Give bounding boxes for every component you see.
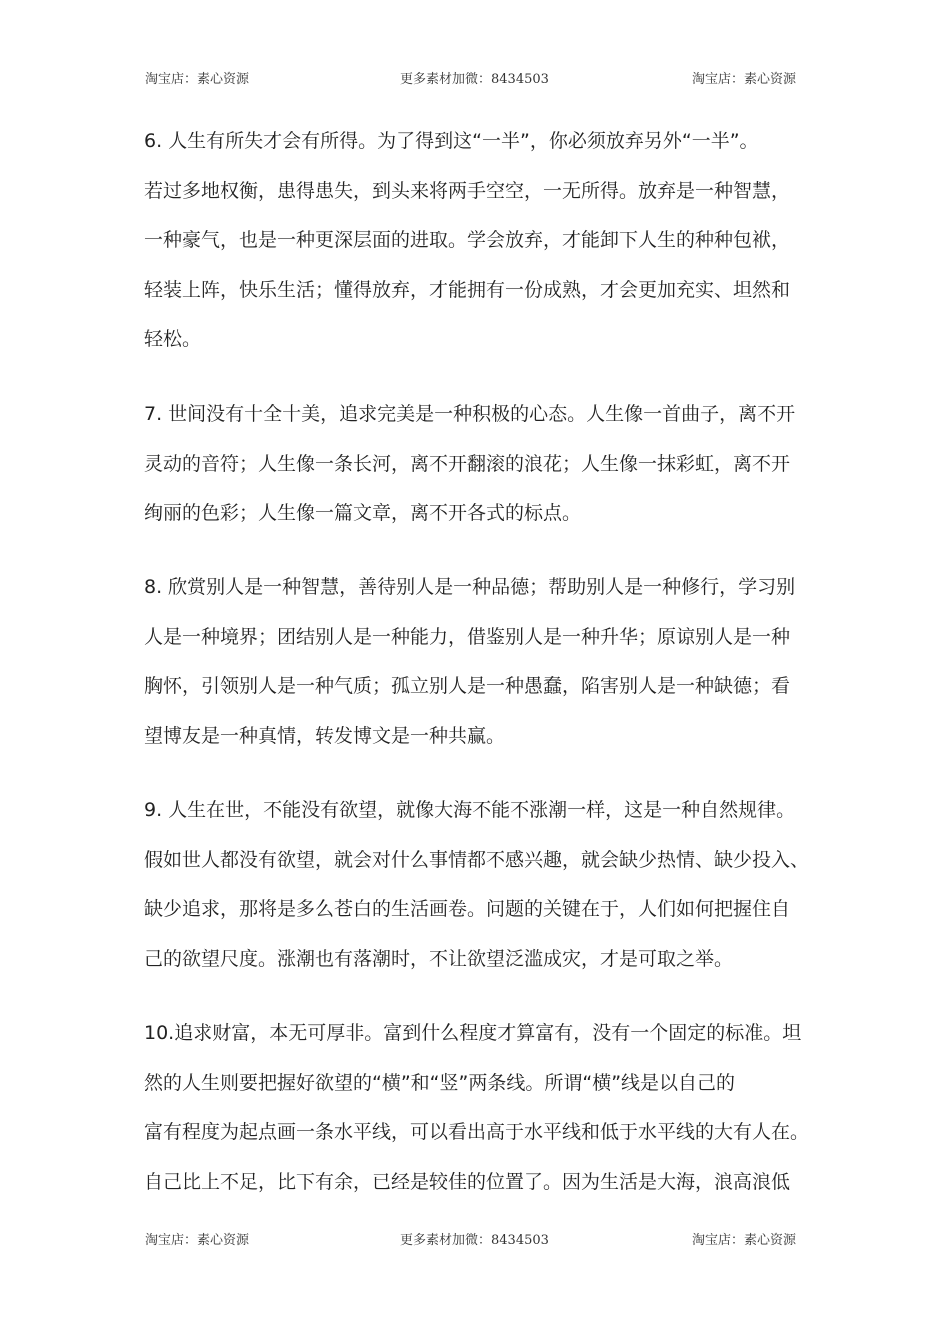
text-line: 轻装上阵，快乐生活；懂得放弃，才能拥有一份成熟，才会更加充实、坦然和 [144,278,791,301]
paragraph-10 [144,1018,824,1216]
text-line: 7. 世间没有十全十美，追求完美是一种积极的心态。人生像一首曲子，离不开 [144,403,796,425]
text-line: 然的人生则要把握好欲望的“横”和“竖”两条线。所谓“横”线是以自己的 [144,1071,736,1094]
footer-shop-right: 淘宝店：素心资源 [692,1233,797,1248]
text-line: 6. 人生有所失才会有所得。为了得到这“一半”，你必须放弃另外“一半”。 [144,130,759,152]
paragraph-9 [144,795,824,993]
paragraph-6 [144,126,824,374]
footer-shop-left: 淘宝店：素心资源 [145,1233,250,1248]
text-line: 绚丽的色彩；人生像一篇文章，离不开各式的标点。 [144,502,582,524]
text-line: 假如世人都没有欲望，就会对什么事情都不感兴趣，就会缺少热情、缺少投入、 [144,848,810,871]
text-line: 若过多地权衡，患得患失，到头来将两手空空，一无所得。放弃是一种智慧， [144,179,791,202]
paragraph-8 [144,572,824,770]
text-line: 轻松。 [144,328,202,350]
text-line: 己的欲望尺度。涨潮也有落潮时，不让欲望泛滥成灾，才是可取之举。 [144,947,734,970]
text-line: 胸怀，引领别人是一种气质；孤立别人是一种愚蠢，陷害别人是一种缺德；看 [144,675,791,697]
text-line: 望博友是一种真情，转发博文是一种共赢。 [144,724,506,747]
text-line: 缺少追求，那将是多么苍白的生活画卷。问题的关键在于，人们如何把握住自 [144,898,791,920]
text-line: 富有程度为起点画一条水平线，可以看出高于水平线和低于水平线的大有人在。 [144,1121,810,1143]
text-line: 灵动的音符；人生像一条长河，离不开翻滚的浪花；人生像一抹彩虹，离不开 [144,452,791,475]
text-line: 8. 欣赏别人是一种智慧，善待别人是一种品德；帮助别人是一种修行，学习别 [144,576,796,598]
text-line: 9. 人生在世，不能没有欲望，就像大海不能不涨潮一样，这是一种自然规律。 [144,799,796,821]
text-line: 10.追求财富，本无可厚非。富到什么程度才算富有，没有一个固定的标准。坦 [144,1022,802,1044]
header-contact: 更多素材加微：8434503 [400,72,549,87]
page-footer [0,1229,950,1249]
page-header [0,68,950,88]
header-shop-left: 淘宝店：素心资源 [145,72,250,87]
text-line: 人是一种境界；团结别人是一种能力，借鉴别人是一种升华；原谅别人是一种 [144,625,791,648]
text-line: 一种豪气，也是一种更深层面的进取。学会放弃，才能卸下人生的种种包袱， [144,229,791,251]
text-line: 自己比上不足，比下有余，已经是较佳的位置了。因为生活是大海，浪高浪低 [144,1170,791,1193]
paragraph-7 [144,399,824,548]
header-shop-right: 淘宝店：素心资源 [692,72,797,87]
footer-contact: 更多素材加微：8434503 [400,1233,549,1248]
